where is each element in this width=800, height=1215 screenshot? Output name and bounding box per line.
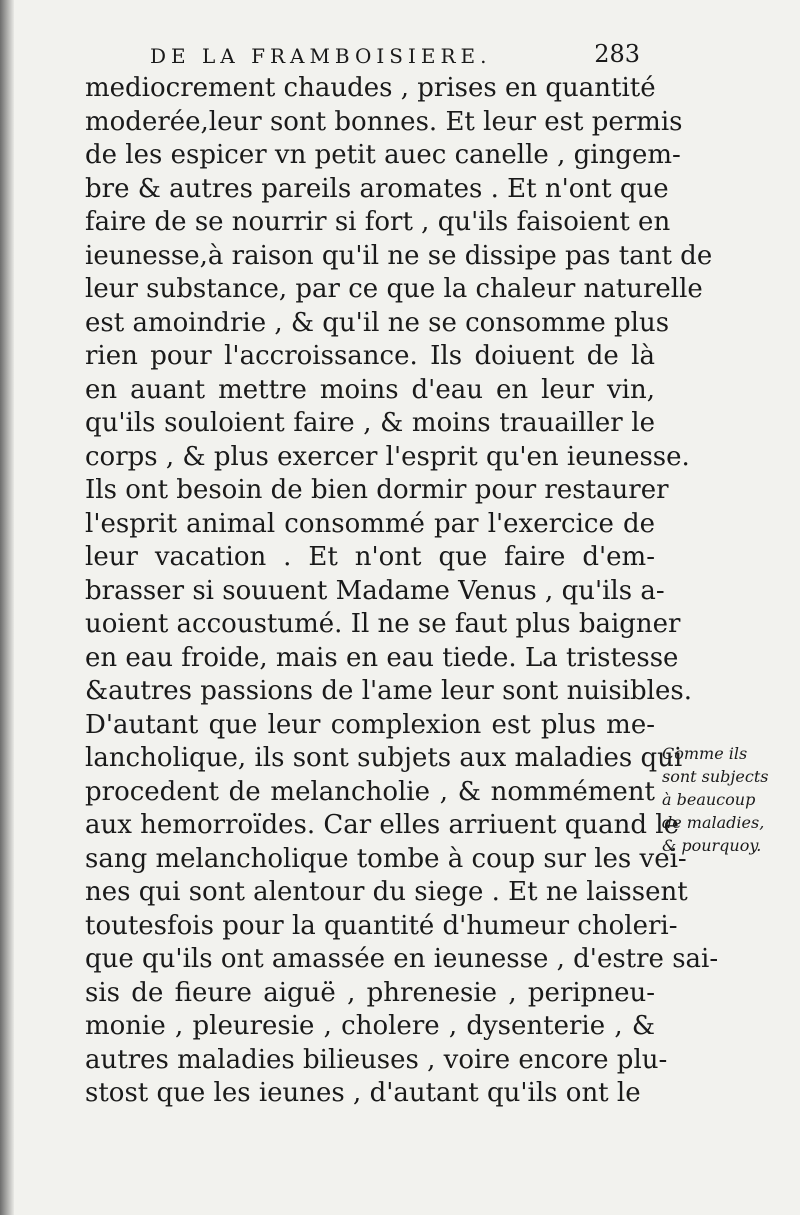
text-line: rien pour l'accroissance. Ils doiuent de là: [85, 341, 655, 371]
text-line: procedent de melancholie , & nommément: [85, 776, 655, 807]
text-line: mediocrement chaudes , prises en quantité: [85, 73, 656, 103]
text-line: qu'ils souloient faire , & moins trauailler le: [85, 408, 655, 438]
margin-note-line: de maladies,: [662, 813, 765, 832]
text-line: &autres passions de l'ame leur sont nuisibles.: [85, 676, 692, 706]
margin-note-line: & pourquoy.: [662, 836, 762, 855]
text-line: bre & autres pareils aromates . Et n'ont que: [85, 173, 669, 204]
page-header: [150, 40, 640, 72]
running-title: DE LA FRAMBOISIERE.: [150, 44, 492, 68]
text-line: faire de se nourrir si fort , qu'ils faisoient en: [85, 207, 671, 237]
text-line: de les espicer vn petit auec canelle , gingem-: [85, 140, 681, 170]
text-line: corps , & plus exercer l'esprit qu'en ieunesse.: [85, 441, 690, 472]
margin-note-line: sont subjects: [662, 767, 769, 786]
text-line: uoient accoustumé. Il ne se faut plus baigner: [85, 609, 681, 639]
text-line: que qu'ils ont amassée en ieunesse , d'estre sai-: [85, 944, 719, 974]
text-line: stost que les ieunes , d'autant qu'ils ont le: [85, 1078, 641, 1108]
text-line: sang melancholique tombe à coup sur les vei-: [85, 843, 687, 874]
margin-note-line: à beaucoup: [662, 790, 756, 809]
text-line: Ils ont besoin de bien dormir pour restaurer: [85, 475, 669, 505]
text-line: monie , pleuresie , cholere , dysenterie , &: [85, 1011, 655, 1041]
text-line: moderée,leur sont bonnes. Et leur est permis: [85, 106, 683, 137]
text-line: est amoindrie , & qu'il ne se consomme plus: [85, 307, 670, 338]
margin-note: [662, 742, 790, 857]
text-line: autres maladies bilieuses , voire encore plu-: [85, 1044, 668, 1075]
text-line: ieunesse,à raison qu'il ne se dissipe pas tant de: [85, 240, 713, 271]
text-line: lancholique, ils sont subjets aux maladies qui: [85, 743, 683, 773]
page-gutter-shadow: [0, 0, 14, 1215]
text-line: nes qui sont alentour du siege . Et ne laissent: [85, 877, 688, 907]
text-line: D'autant que leur complexion est plus me-: [85, 709, 655, 740]
page-number: 283: [594, 40, 640, 68]
text-line: en eau froide, mais en eau tiede. La tristesse: [85, 642, 679, 673]
text-line: en auant mettre moins d'eau en leur vin,: [85, 374, 655, 405]
text-line: sis de fieure aiguë , phrenesie , peripneu-: [85, 977, 655, 1008]
text-line: leur substance, par ce que la chaleur naturelle: [85, 274, 703, 304]
text-line: toutesfois pour la quantité d'humeur choleri-: [85, 910, 678, 941]
text-line: aux hemorroïdes. Car elles arriuent quand le: [85, 810, 679, 840]
text-line: leur vacation . Et n'ont que faire d'em-: [85, 542, 655, 572]
text-line: brasser si souuent Madame Venus , qu'ils a-: [85, 575, 665, 606]
margin-note-line: Comme ils: [662, 744, 748, 763]
text-line: l'esprit animal consommé par l'exercice de: [85, 508, 655, 539]
